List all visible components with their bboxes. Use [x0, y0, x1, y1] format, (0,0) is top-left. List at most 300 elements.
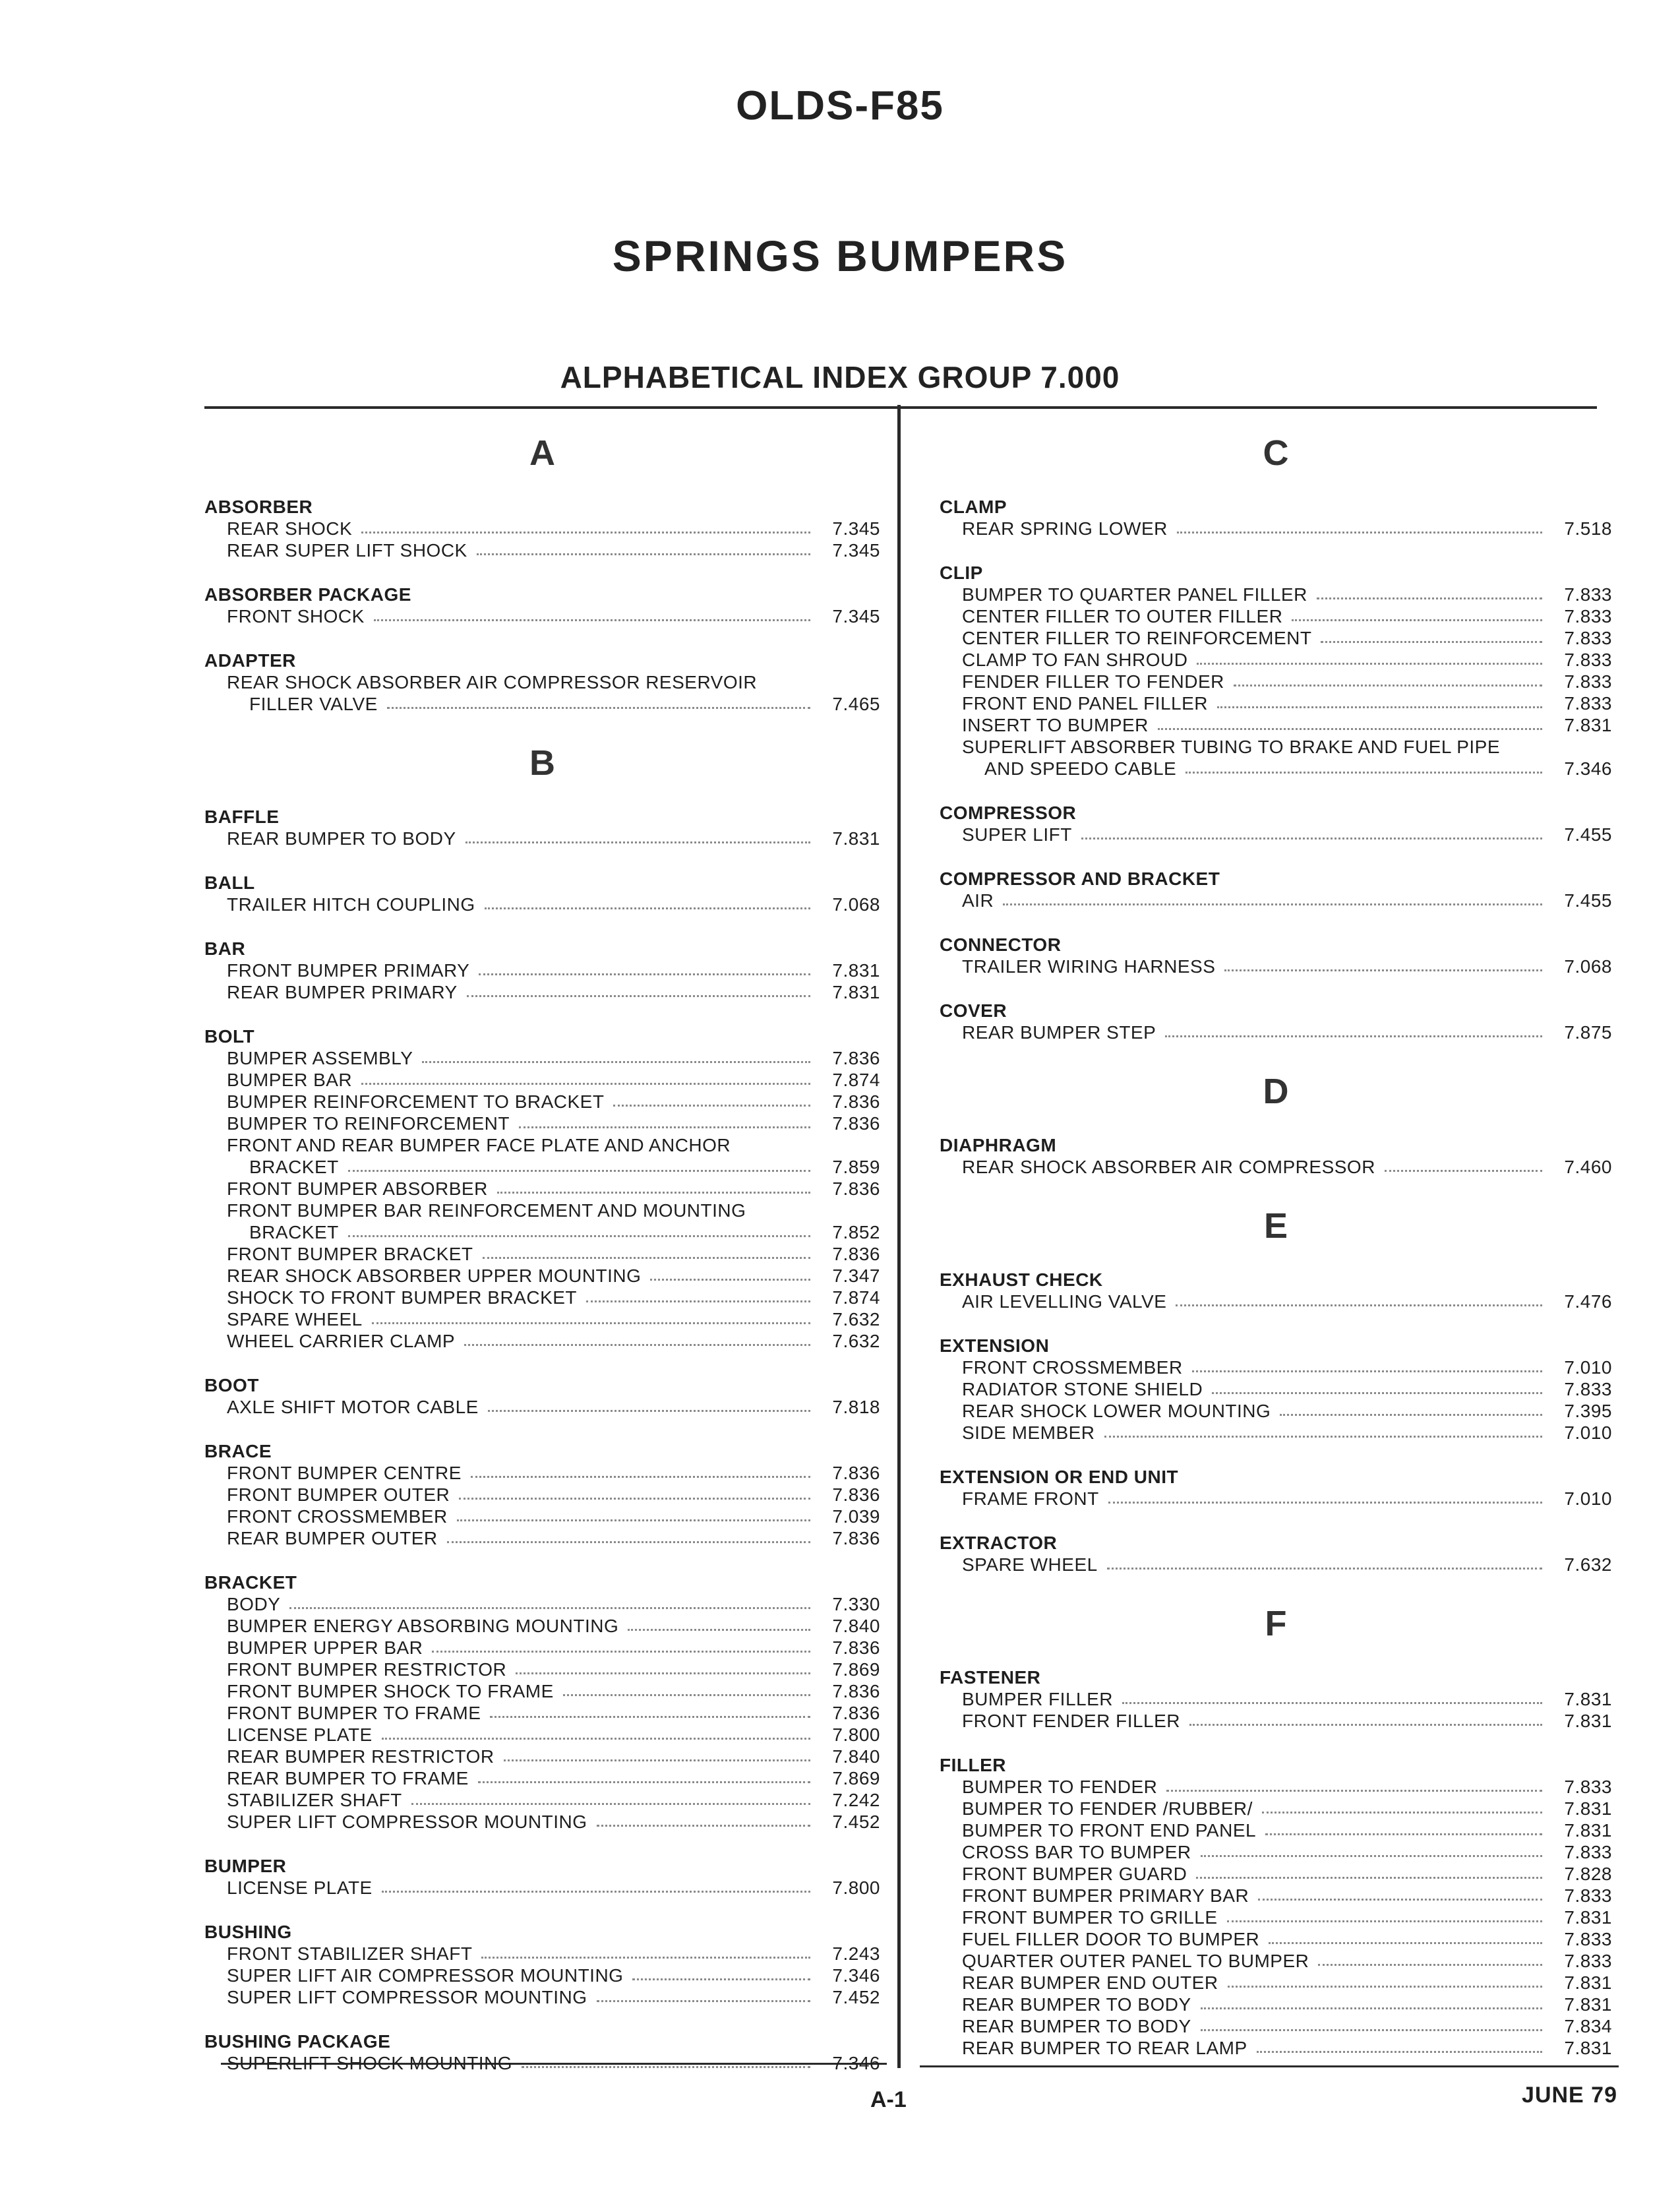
entry-label: REAR SHOCK: [227, 518, 353, 539]
index-entry: [204, 605, 880, 627]
dot-leader: [1224, 969, 1542, 971]
group-heading: ADAPTER: [204, 650, 296, 671]
index-entry: [204, 1506, 880, 1527]
entry-reference: 7.831: [1564, 1972, 1612, 1993]
index-entry: [940, 692, 1612, 714]
entry-label: SUPERLIFT SHOCK MOUNTING: [227, 2053, 513, 2073]
index-entry: [204, 1943, 880, 1965]
dot-leader: [597, 2000, 810, 2002]
group-heading: CLAMP: [940, 497, 1007, 517]
index-entry: [204, 1659, 880, 1680]
entry-reference: 7.836: [832, 1113, 880, 1134]
entry-reference: 7.831: [1564, 1689, 1612, 1709]
entry-label: BODY: [227, 1594, 281, 1614]
dot-leader: [1104, 1436, 1542, 1438]
index-entry: [940, 1378, 1612, 1400]
dot-leader: [422, 1061, 810, 1063]
entry-label: BUMPER TO FRONT END PANEL: [962, 1820, 1257, 1841]
dot-leader: [632, 1978, 810, 1980]
dot-leader: [1280, 1414, 1542, 1416]
dot-leader: [1196, 1877, 1542, 1879]
entry-label: BRACKET: [249, 1157, 339, 1177]
index-entry: [204, 960, 880, 981]
entry-label: REAR SUPER LIFT SHOCK: [227, 540, 467, 561]
index-group: [940, 1000, 1612, 1043]
entry-reference: 7.346: [832, 2053, 880, 2073]
dot-leader: [519, 1126, 810, 1128]
index-group: [940, 562, 1612, 779]
entry-label: AND SPEEDO CABLE: [984, 758, 1177, 779]
entry-reference: 7.039: [832, 1506, 880, 1527]
entry-label: REAR BUMPER PRIMARY: [227, 982, 458, 1002]
index-group: [204, 1025, 880, 1352]
entry-reference: 7.833: [1564, 1951, 1612, 1971]
index-entry: [204, 1484, 880, 1506]
index-entry: [204, 1767, 880, 1789]
entry-reference: 7.833: [1564, 693, 1612, 714]
entry-label: AXLE SHIFT MOTOR CABLE: [227, 1397, 479, 1417]
entry-reference: 7.243: [832, 1943, 880, 1964]
entry-reference: 7.840: [832, 1616, 880, 1636]
group-heading: BAFFLE: [204, 807, 280, 827]
entry-label: WHEEL CARRIER CLAMP: [227, 1331, 456, 1351]
index-entry: [940, 1022, 1612, 1043]
section-title: SPRINGS BUMPERS: [612, 231, 1068, 280]
entry-reference: 7.833: [1564, 671, 1612, 692]
column-divider: [897, 405, 901, 2068]
publication-date: JUNE 79: [1522, 2083, 1617, 2108]
dot-leader: [1201, 2007, 1542, 2009]
dot-leader: [490, 1716, 810, 1718]
dot-leader: [457, 1519, 810, 1521]
letter-section: [204, 427, 880, 715]
entry-label: CROSS BAR TO BUMPER: [962, 1842, 1191, 1862]
dot-leader: [361, 532, 810, 534]
index-entry: [204, 1221, 880, 1243]
index-entry: [940, 2015, 1612, 2037]
group-heading: CONNECTOR: [940, 934, 1062, 955]
entry-reference: 7.836: [832, 1528, 880, 1548]
dot-leader: [1197, 663, 1542, 665]
entry-label: BUMPER TO REINFORCEMENT: [227, 1113, 510, 1134]
entry-reference: 7.831: [832, 982, 880, 1002]
entry-label: FRONT BUMPER RESTRICTOR: [227, 1659, 507, 1680]
index-group: [940, 1335, 1612, 1444]
index-entry: [940, 1841, 1612, 1863]
entry-label: REAR SPRING LOWER: [962, 518, 1168, 539]
dot-leader: [628, 1629, 810, 1631]
entry-label: TRAILER WIRING HARNESS: [962, 956, 1216, 977]
index-entry: [940, 890, 1612, 911]
index-entry: [204, 1877, 880, 1899]
dot-leader: [1201, 1855, 1542, 1857]
dot-leader: [348, 1170, 810, 1172]
index-entry: [204, 1462, 880, 1484]
dot-leader: [459, 1498, 810, 1500]
entry-reference: 7.836: [832, 1244, 880, 1264]
entry-reference: 7.852: [832, 1222, 880, 1242]
entry-label: SPARE WHEEL: [962, 1554, 1098, 1575]
dot-leader: [1317, 597, 1542, 599]
section-letter: C: [1263, 433, 1289, 473]
index-entry: [940, 584, 1612, 605]
index-entry: [204, 1134, 880, 1156]
index-entry: [940, 1554, 1612, 1575]
index-entry: [204, 1156, 880, 1178]
index-entry: [204, 1113, 880, 1134]
group-heading: BRACKET: [204, 1572, 297, 1593]
entry-reference: 7.347: [832, 1266, 880, 1286]
index-entry: [940, 956, 1612, 977]
entry-label: FRONT BUMPER PRIMARY: [227, 960, 470, 981]
entry-reference: 7.831: [832, 960, 880, 981]
letter-section: [940, 1598, 1612, 2059]
dot-leader: [348, 1235, 810, 1237]
dot-leader: [382, 1891, 810, 1893]
index-entry: [204, 1615, 880, 1637]
index-entry: [204, 1986, 880, 2008]
entry-reference: 7.833: [1564, 650, 1612, 670]
dot-leader: [465, 841, 810, 843]
index-entry: [940, 714, 1612, 736]
index-entry: [940, 2037, 1612, 2059]
index-entry: [940, 1906, 1612, 1928]
group-heading: COMPRESSOR: [940, 803, 1077, 823]
entry-reference: 7.395: [1564, 1401, 1612, 1421]
section-letter: F: [1265, 1604, 1287, 1643]
entry-label: FUEL FILLER DOOR TO BUMPER: [962, 1929, 1260, 1949]
entry-label: REAR SHOCK ABSORBER AIR COMPRESSOR RESERVOIR: [227, 672, 758, 692]
index-group: [204, 650, 880, 715]
entry-label: FRONT BUMPER SHOCK TO FRAME: [227, 1681, 554, 1701]
entry-reference: 7.818: [832, 1397, 880, 1417]
dot-leader: [1166, 1790, 1542, 1792]
entry-reference: 7.833: [1564, 1842, 1612, 1862]
dot-leader: [1258, 1899, 1542, 1901]
entry-reference: 7.833: [1564, 584, 1612, 605]
entry-reference: 7.346: [832, 1965, 880, 1986]
entry-label: BUMPER ENERGY ABSORBING MOUNTING: [227, 1616, 619, 1636]
entry-reference: 7.632: [832, 1309, 880, 1329]
entry-label: FRONT END PANEL FILLER: [962, 693, 1209, 714]
dot-leader: [1257, 2051, 1542, 2053]
section-letter: B: [529, 743, 555, 783]
index-entry: [940, 1422, 1612, 1444]
entry-label: REAR SHOCK ABSORBER UPPER MOUNTING: [227, 1266, 642, 1286]
index-entry: [204, 1308, 880, 1330]
index-entry: [204, 1811, 880, 1833]
entry-label: REAR BUMPER TO BODY: [227, 828, 456, 849]
entry-reference: 7.068: [1564, 956, 1612, 977]
entry-reference: 7.010: [1564, 1488, 1612, 1509]
group-heading: BRACE: [204, 1441, 272, 1461]
entry-reference: 7.831: [1564, 1994, 1612, 2015]
letter-section: [940, 427, 1612, 1043]
index-column-left: [204, 409, 880, 2096]
group-heading: BUSHING PACKAGE: [204, 2031, 391, 2052]
index-entry: [940, 649, 1612, 671]
entry-label: REAR SHOCK LOWER MOUNTING: [962, 1401, 1271, 1421]
entry-reference: 7.465: [832, 694, 880, 714]
index-entry: [204, 1789, 880, 1811]
entry-reference: 7.068: [832, 894, 880, 915]
index-group: [940, 1532, 1612, 1575]
entry-reference: 7.831: [1564, 1711, 1612, 1731]
index-group: [204, 806, 880, 849]
index-entry: [204, 1265, 880, 1287]
entry-label: FRONT STABILIZER SHAFT: [227, 1943, 473, 1964]
dot-leader: [447, 1541, 810, 1543]
index-entry: [204, 693, 880, 715]
index-entry: [940, 1156, 1612, 1178]
dot-leader: [1217, 706, 1542, 708]
group-heading: EXTENSION: [940, 1335, 1050, 1356]
entry-label: LICENSE PLATE: [227, 1877, 373, 1898]
letter-section: [940, 1200, 1612, 1575]
entry-reference: 7.869: [832, 1768, 880, 1788]
index-group: [940, 1466, 1612, 1510]
index-entry: [940, 605, 1612, 627]
index-entry: [940, 1357, 1612, 1378]
index-entry: [204, 1243, 880, 1265]
entry-reference: 7.874: [832, 1287, 880, 1308]
entry-label: FRONT SHOCK: [227, 606, 365, 626]
dot-leader: [1108, 1502, 1542, 1504]
dot-leader: [1234, 685, 1542, 686]
entry-label: SUPER LIFT COMPRESSOR MOUNTING: [227, 1812, 587, 1832]
dot-leader: [1177, 532, 1542, 534]
entry-label: BUMPER TO FENDER: [962, 1777, 1158, 1797]
dot-leader: [289, 1607, 810, 1609]
group-heading: BAR: [204, 938, 246, 959]
dot-leader: [597, 1825, 810, 1827]
index-entry: [940, 1776, 1612, 1798]
index-group: [204, 938, 880, 1003]
dot-leader: [387, 707, 810, 709]
group-heading: BOLT: [204, 1026, 255, 1047]
entry-reference: 7.836: [832, 1484, 880, 1505]
index-entry: [204, 1200, 880, 1221]
entry-label: INSERT TO BUMPER: [962, 715, 1149, 735]
entry-label: BUMPER TO QUARTER PANEL FILLER: [962, 584, 1307, 605]
index-entry: [940, 1291, 1612, 1312]
index-entry: [204, 1178, 880, 1200]
index-group: [204, 872, 880, 915]
index-entry: [204, 2052, 880, 2074]
index-entry: [204, 1724, 880, 1746]
dot-leader: [1003, 903, 1542, 905]
dot-leader: [432, 1651, 810, 1653]
index-group: [204, 1571, 880, 1833]
entry-label: BUMPER REINFORCEMENT TO BRACKET: [227, 1091, 605, 1112]
dot-leader: [1176, 1304, 1542, 1306]
entry-label: REAR BUMPER OUTER: [227, 1528, 438, 1548]
entry-reference: 7.831: [1564, 1907, 1612, 1928]
entry-reference: 7.836: [832, 1681, 880, 1701]
entry-reference: 7.010: [1564, 1422, 1612, 1443]
index-entry: [204, 1637, 880, 1659]
entry-label: FENDER FILLER TO FENDER: [962, 671, 1224, 692]
group-heading: BUSHING: [204, 1922, 292, 1942]
dot-leader: [504, 1759, 810, 1761]
index-entry: [204, 981, 880, 1003]
dot-leader: [1227, 1920, 1542, 1922]
index-group: [940, 1269, 1612, 1312]
entry-label: FRONT BUMPER GUARD: [962, 1864, 1187, 1884]
group-heading: EXHAUST CHECK: [940, 1269, 1103, 1290]
index-entry: [940, 1885, 1612, 1906]
dot-leader: [522, 2066, 810, 2068]
index-entry: [204, 1047, 880, 1069]
entry-label: BUMPER FILLER: [962, 1689, 1113, 1709]
section-letter: D: [1263, 1072, 1289, 1111]
entry-label: SPARE WHEEL: [227, 1309, 363, 1329]
entry-reference: 7.476: [1564, 1291, 1612, 1312]
dot-leader: [1265, 1833, 1542, 1835]
entry-reference: 7.345: [832, 606, 880, 626]
index-entry: [940, 1798, 1612, 1819]
dot-leader: [1081, 838, 1542, 839]
entry-reference: 7.833: [1564, 606, 1612, 626]
index-entry: [940, 736, 1612, 758]
index-entry: [204, 1330, 880, 1352]
dot-leader: [563, 1694, 810, 1696]
index-entry: [204, 671, 880, 693]
dot-leader: [479, 973, 810, 975]
entry-reference: 7.833: [1564, 1929, 1612, 1949]
entry-reference: 7.833: [1564, 628, 1612, 648]
dot-leader: [1165, 1035, 1542, 1037]
dot-leader: [650, 1279, 810, 1281]
entry-reference: 7.828: [1564, 1864, 1612, 1884]
index-group: [940, 1666, 1612, 1732]
entry-label: RADIATOR STONE SHIELD: [962, 1379, 1203, 1399]
dot-leader: [1212, 1392, 1542, 1394]
entry-label: FRONT BUMPER TO GRILLE: [962, 1907, 1218, 1928]
entry-label: FRONT BUMPER BAR REINFORCEMENT AND MOUNTING: [227, 1200, 746, 1221]
entry-reference: 7.455: [1564, 890, 1612, 911]
index-group: [204, 496, 880, 561]
dot-leader: [471, 1476, 810, 1478]
letter-section: [940, 1066, 1612, 1178]
dot-leader: [1107, 1568, 1542, 1570]
entry-reference: 7.836: [832, 1048, 880, 1068]
entry-reference: 7.452: [832, 1987, 880, 2007]
group-heading: DIAPHRAGM: [940, 1135, 1057, 1155]
index-entry: [940, 1400, 1612, 1422]
dot-leader: [464, 1344, 810, 1346]
index-entry: [940, 824, 1612, 845]
index-group: [204, 1855, 880, 1899]
entry-label: REAR BUMPER END OUTER: [962, 1972, 1218, 1993]
entry-label: FRONT BUMPER OUTER: [227, 1484, 450, 1505]
entry-reference: 7.836: [832, 1637, 880, 1658]
group-heading: ABSORBER: [204, 497, 313, 517]
group-heading: EXTRACTOR: [940, 1533, 1058, 1553]
dot-leader: [483, 1257, 810, 1259]
index-entry: [940, 627, 1612, 649]
entry-label: REAR BUMPER TO REAR LAMP: [962, 2038, 1247, 2058]
dot-leader: [613, 1105, 810, 1107]
index-entry: [204, 1593, 880, 1615]
index-entry: [204, 518, 880, 539]
entry-reference: 7.831: [1564, 715, 1612, 735]
entry-label: BUMPER ASSEMBLY: [227, 1048, 413, 1068]
index-entry: [204, 1287, 880, 1308]
entry-reference: 7.455: [1564, 824, 1612, 845]
dot-leader: [516, 1672, 810, 1674]
entry-label: REAR BUMPER RESTRICTOR: [227, 1746, 495, 1767]
dot-leader: [467, 995, 810, 997]
entry-label: REAR BUMPER STEP: [962, 1022, 1156, 1043]
index-entry: [940, 518, 1612, 539]
index-group: [940, 496, 1612, 539]
entry-label: CENTER FILLER TO REINFORCEMENT: [962, 628, 1312, 648]
entry-reference: 7.831: [1564, 1820, 1612, 1841]
dot-leader: [382, 1738, 810, 1740]
dot-leader: [1122, 1702, 1542, 1704]
dot-leader: [481, 1957, 810, 1959]
dot-leader: [497, 1192, 810, 1194]
entry-reference: 7.833: [1564, 1777, 1612, 1797]
section-letter: A: [529, 433, 555, 473]
group-heading: COMPRESSOR AND BRACKET: [940, 869, 1220, 889]
entry-label: REAR SHOCK ABSORBER AIR COMPRESSOR: [962, 1157, 1375, 1177]
entry-reference: 7.345: [832, 540, 880, 561]
index-group: [940, 1754, 1612, 2059]
entry-label: TRAILER HITCH COUPLING: [227, 894, 475, 915]
entry-label: CLAMP TO FAN SHROUD: [962, 650, 1188, 670]
entry-label: CENTER FILLER TO OUTER FILLER: [962, 606, 1283, 626]
index-entry: [204, 1965, 880, 1986]
page-number: A-1: [870, 2087, 907, 2112]
index-group: [940, 934, 1612, 977]
dot-leader: [1292, 619, 1542, 621]
group-heading: BUMPER: [204, 1856, 287, 1876]
letter-section: [204, 737, 880, 2074]
dot-leader: [1228, 1986, 1542, 1988]
entry-reference: 7.834: [1564, 2016, 1612, 2036]
entry-reference: 7.836: [832, 1178, 880, 1199]
entry-label: FILLER VALVE: [249, 694, 378, 714]
index-entry: [204, 894, 880, 915]
entry-reference: 7.831: [832, 828, 880, 849]
entry-reference: 7.242: [832, 1790, 880, 1810]
entry-reference: 7.345: [832, 518, 880, 539]
group-heading: BALL: [204, 872, 255, 893]
entry-label: SIDE MEMBER: [962, 1422, 1095, 1443]
dot-leader: [1269, 1942, 1542, 1944]
index-group: [204, 1440, 880, 1549]
entry-reference: 7.840: [832, 1746, 880, 1767]
dot-leader: [374, 619, 810, 621]
index-entry: [940, 1863, 1612, 1885]
entry-label: SHOCK TO FRONT BUMPER BRACKET: [227, 1287, 578, 1308]
entry-label: FRONT CROSSMEMBER: [962, 1357, 1183, 1378]
entry-label: BUMPER BAR: [227, 1070, 353, 1090]
index-group: [940, 802, 1612, 845]
entry-reference: 7.632: [1564, 1554, 1612, 1575]
index-entry: [940, 1994, 1612, 2015]
index-entry: [204, 1091, 880, 1113]
entry-label: FRONT CROSSMEMBER: [227, 1506, 448, 1527]
entry-label: FRONT BUMPER PRIMARY BAR: [962, 1885, 1249, 1906]
page-title: OLDS-F85: [736, 83, 944, 129]
index-entry: [204, 1069, 880, 1091]
index-entry: [204, 1680, 880, 1702]
entry-label: SUPER LIFT AIR COMPRESSOR MOUNTING: [227, 1965, 624, 1986]
dot-leader: [361, 1083, 810, 1085]
